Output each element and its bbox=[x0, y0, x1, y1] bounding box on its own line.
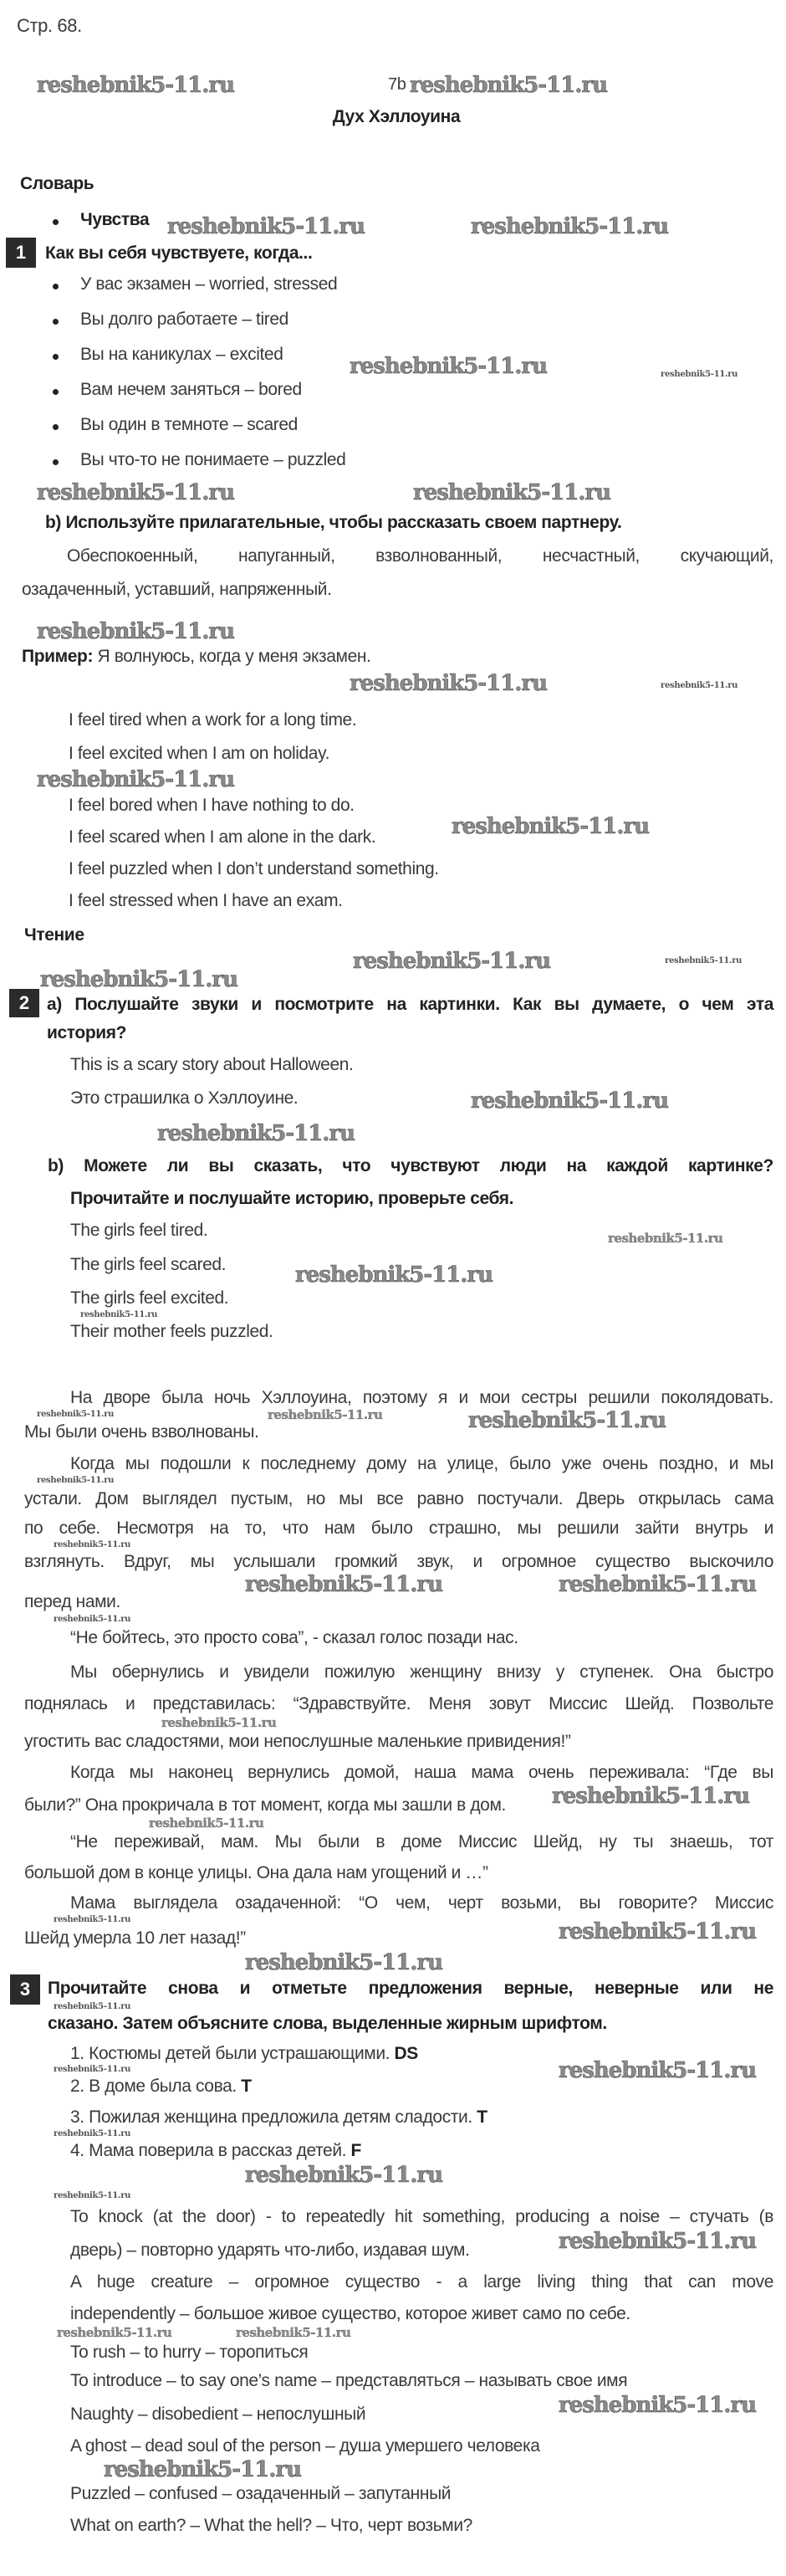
glossary-line: Puzzled – confused – озадаченный – запутанный bbox=[70, 2484, 452, 2503]
answer-line: The girls feel excited. bbox=[70, 1288, 229, 1308]
statement-text: 2. В доме была сова. bbox=[70, 2077, 242, 2096]
story-line: Мы обернулись и увидели пожилую женщину внизу у ступенек. Она быстро bbox=[70, 1662, 773, 1682]
statement-line bbox=[70, 2076, 252, 2097]
watermark: reshebnik5-11.ru bbox=[268, 1407, 383, 1422]
watermark: reshebnik5-11.ru bbox=[661, 681, 738, 690]
story-line: взглянуть. Вдруг, мы услышали громкий звук, и огромное существо выскочило bbox=[24, 1552, 773, 1571]
watermark: reshebnik5-11.ru bbox=[350, 354, 548, 379]
list-item: Вы что-то не понимаете – puzzled bbox=[80, 450, 346, 469]
example-line bbox=[22, 646, 371, 668]
glossary-line: To introduce – to say one’s name – представляться – называть свое имя bbox=[70, 2371, 628, 2390]
watermark: reshebnik5-11.ru bbox=[104, 2457, 302, 2482]
story-line: были?” Она прокричала в тот момент, когда мы зашли в дом. bbox=[24, 1795, 506, 1815]
exercise-subheading: b) Используйте прилагательные, чтобы рассказать своем партнеру. bbox=[45, 513, 622, 532]
unit-label: 7b bbox=[388, 75, 406, 94]
watermark: reshebnik5-11.ru bbox=[54, 2065, 131, 2074]
watermark: reshebnik5-11.ru bbox=[54, 1915, 131, 1924]
watermark: reshebnik5-11.ru bbox=[37, 1410, 115, 1419]
story-line: “Не переживай, мам. Мы были в доме Миссис Шейд, ну ты знаешь, тот bbox=[70, 1832, 773, 1851]
glossary-line: independently – большое живое существо, которое живет само по себе. bbox=[70, 2304, 630, 2323]
exercise-heading: Прочитайте снова и отметьте предложения верные, неверные или не bbox=[48, 1979, 773, 1998]
statement-text: 1. Костюмы детей были устрашающими. bbox=[70, 2044, 395, 2063]
watermark: reshebnik5-11.ru bbox=[167, 214, 365, 239]
story-line: поднялась и представилась: “Здравствуйте. Меня зовут Миссис Шейд. Позвольте bbox=[24, 1694, 773, 1713]
page-label: Стр. 68. bbox=[17, 15, 82, 36]
watermark: reshebnik5-11.ru bbox=[413, 480, 611, 505]
watermark: reshebnik5-11.ru bbox=[471, 214, 669, 239]
exercise-heading: Как вы себя чувствуете, когда... bbox=[45, 243, 313, 263]
statement-line bbox=[70, 2140, 361, 2162]
statement-answer: T bbox=[241, 2077, 252, 2096]
exercise-number-badge: 2 bbox=[9, 989, 39, 1017]
story-line: перед нами. bbox=[24, 1592, 120, 1611]
story-line: Мы были очень взволнованы. bbox=[24, 1422, 259, 1442]
statement-text: 4. Мама поверила в рассказ детей. bbox=[70, 2141, 351, 2160]
statement-answer: T bbox=[477, 2107, 487, 2127]
answer-line: I feel puzzled when I don’t understand something. bbox=[69, 859, 439, 878]
glossary-line: Naughty – disobedient – непослушный bbox=[70, 2404, 366, 2424]
watermark: reshebnik5-11.ru bbox=[54, 1615, 131, 1624]
answer-line: I feel bored when I have nothing to do. bbox=[69, 796, 355, 815]
watermark: reshebnik5-11.ru bbox=[559, 2058, 757, 2083]
story-line: большой дом в конце улицы. Она дала нам угощений и …” bbox=[24, 1863, 488, 1882]
statement-answer: DS bbox=[394, 2044, 418, 2063]
list-item: У вас экзамен – worried, stressed bbox=[80, 274, 338, 294]
glossary-line: To rush – to hurry – торопиться bbox=[70, 2343, 309, 2362]
glossary-line: A ghost – dead soul of the person – душа умершего человека bbox=[70, 2436, 540, 2456]
watermark: reshebnik5-11.ru bbox=[37, 1476, 115, 1485]
list-item: Вы долго работаете – tired bbox=[80, 310, 288, 329]
exercise-number-badge: 3 bbox=[10, 1974, 40, 2005]
glossary-line: дверь) – повторно ударять что-либо, издавая шум. bbox=[70, 2241, 470, 2260]
list-item: Вам нечем заняться – bored bbox=[80, 380, 302, 399]
statement-line bbox=[70, 2043, 418, 2065]
adjectives-line: озадаченный, уставший, напряженный. bbox=[22, 580, 332, 599]
story-line: Шейд умерла 10 лет назад!” bbox=[24, 1928, 246, 1948]
bullet-icon bbox=[53, 354, 59, 360]
example-text: Я волнуюсь, когда у меня экзамен. bbox=[93, 647, 371, 666]
bullet-icon bbox=[53, 219, 59, 225]
watermark: reshebnik5-11.ru bbox=[552, 1784, 750, 1809]
story-line: Мама выглядела озадаченной: “О чем, черт возьми, вы говорите? Миссис bbox=[70, 1893, 773, 1913]
list-item: Вы на каникулах – excited bbox=[80, 345, 283, 364]
answer-line: I feel scared when I am alone in the dark. bbox=[69, 827, 376, 847]
bullet-icon bbox=[53, 389, 59, 395]
exercise-subheading: b) Можете ли вы сказать, что чувствуют люди на каждой картинке? bbox=[48, 1156, 773, 1175]
story-line: угостить вас сладостями, мои непослушные маленькие привидения!” bbox=[24, 1732, 571, 1751]
glossary-line: A huge creature – огромное существо - a large living thing that can move bbox=[70, 2272, 773, 2292]
exercise-heading: история? bbox=[47, 1023, 127, 1042]
watermark: reshebnik5-11.ru bbox=[157, 1121, 355, 1146]
exercise-heading: сказано. Затем объясните слова, выделенные жирным шрифтом. bbox=[48, 2014, 607, 2033]
watermark: reshebnik5-11.ru bbox=[37, 73, 235, 98]
watermark: reshebnik5-11.ru bbox=[452, 814, 650, 839]
watermark: reshebnik5-11.ru bbox=[410, 73, 608, 98]
watermark: reshebnik5-11.ru bbox=[559, 2229, 757, 2254]
answer-line: I feel tired when a work for a long time. bbox=[69, 710, 357, 730]
list-item: Вы один в темноте – scared bbox=[80, 415, 298, 434]
watermark: reshebnik5-11.ru bbox=[236, 2325, 351, 2340]
watermark: reshebnik5-11.ru bbox=[37, 767, 235, 792]
story-line: “Не бойтесь, это просто сова”, - сказал голос позади нас. bbox=[70, 1628, 518, 1647]
exercise-heading: a) Послушайте звуки и посмотрите на картинки. Как вы думаете, о чем эта bbox=[47, 995, 773, 1014]
watermark: reshebnik5-11.ru bbox=[37, 480, 235, 505]
statement-line bbox=[70, 2107, 487, 2128]
watermark: reshebnik5-11.ru bbox=[295, 1262, 493, 1288]
watermark: reshebnik5-11.ru bbox=[37, 619, 235, 644]
watermark: reshebnik5-11.ru bbox=[80, 1310, 158, 1319]
watermark: reshebnik5-11.ru bbox=[245, 1950, 443, 1975]
watermark: reshebnik5-11.ru bbox=[245, 2163, 443, 2188]
exercise-subheading: Прочитайте и послушайте историю, проверьте себя. bbox=[70, 1189, 514, 1208]
watermark: reshebnik5-11.ru bbox=[149, 1815, 264, 1831]
bullet-icon bbox=[53, 319, 59, 325]
watermark: reshebnik5-11.ru bbox=[661, 370, 738, 379]
watermark: reshebnik5-11.ru bbox=[559, 1919, 757, 1944]
watermark: reshebnik5-11.ru bbox=[353, 949, 551, 974]
watermark: reshebnik5-11.ru bbox=[40, 967, 238, 992]
vocab-bullet: Чувства bbox=[80, 210, 150, 229]
watermark: reshebnik5-11.ru bbox=[54, 2191, 131, 2200]
watermark: reshebnik5-11.ru bbox=[468, 1408, 666, 1433]
glossary-line: What on earth? – What the hell? – Что, черт возьми? bbox=[70, 2516, 472, 2535]
watermark: reshebnik5-11.ru bbox=[665, 956, 743, 965]
watermark: reshebnik5-11.ru bbox=[54, 1540, 131, 1549]
watermark: reshebnik5-11.ru bbox=[350, 671, 548, 696]
bullet-icon bbox=[53, 284, 59, 289]
answer-line: I feel excited when I am on holiday. bbox=[69, 744, 330, 763]
watermark: reshebnik5-11.ru bbox=[608, 1231, 723, 1246]
page-title: Дух Хэллоуина bbox=[332, 107, 461, 126]
bullet-icon bbox=[53, 424, 59, 430]
exercise-number-badge: 1 bbox=[6, 238, 36, 268]
watermark: reshebnik5-11.ru bbox=[54, 2002, 131, 2011]
answer-line: This is a scary story about Halloween. bbox=[70, 1055, 354, 1074]
watermark: reshebnik5-11.ru bbox=[471, 1088, 669, 1114]
story-line: Когда мы наконец вернулись домой, наша мама очень переживала: “Где вы bbox=[70, 1763, 773, 1782]
watermark: reshebnik5-11.ru bbox=[161, 1715, 277, 1730]
watermark: reshebnik5-11.ru bbox=[559, 1572, 757, 1597]
watermark: reshebnik5-11.ru bbox=[54, 2129, 131, 2138]
adjectives-line: Обеспокоенный, напуганный, взволнованный, несчастный, скучающий, bbox=[67, 546, 773, 566]
answer-line: Their mother feels puzzled. bbox=[70, 1322, 273, 1341]
watermark: reshebnik5-11.ru bbox=[245, 1572, 443, 1597]
story-line: Когда мы подошли к последнему дому на улице, было уже очень поздно, и мы bbox=[70, 1454, 773, 1473]
story-line: устали. Дом выглядел пустым, но мы все равно постучали. Дверь открылась сама bbox=[24, 1489, 773, 1508]
statement-text: 3. Пожилая женщина предложила детям сладости. bbox=[70, 2107, 477, 2127]
answer-line: The girls feel scared. bbox=[70, 1255, 227, 1274]
story-line: по себе. Несмотря на то, что нам было страшно, мы решили зайти внутрь и bbox=[24, 1518, 773, 1538]
bullet-icon bbox=[53, 459, 59, 465]
watermark: reshebnik5-11.ru bbox=[559, 2393, 757, 2418]
watermark: reshebnik5-11.ru bbox=[57, 2325, 172, 2340]
vocab-heading: Словарь bbox=[20, 174, 94, 193]
example-label: Пример: bbox=[22, 647, 94, 666]
story-line: На дворе была ночь Хэллоуина, поэтому я и мои сестры решили поколядовать. bbox=[70, 1388, 773, 1407]
answer-line: The girls feel tired. bbox=[70, 1221, 208, 1240]
answer-line: I feel stressed when I have an exam. bbox=[69, 891, 343, 910]
glossary-line: To knock (at the door) - to repeatedly hit something, producing a noise – стучать (в bbox=[70, 2207, 773, 2226]
reading-heading: Чтение bbox=[24, 925, 84, 945]
statement-answer: F bbox=[350, 2141, 361, 2160]
answer-line: Это страшилка о Хэллоуине. bbox=[70, 1088, 299, 1108]
